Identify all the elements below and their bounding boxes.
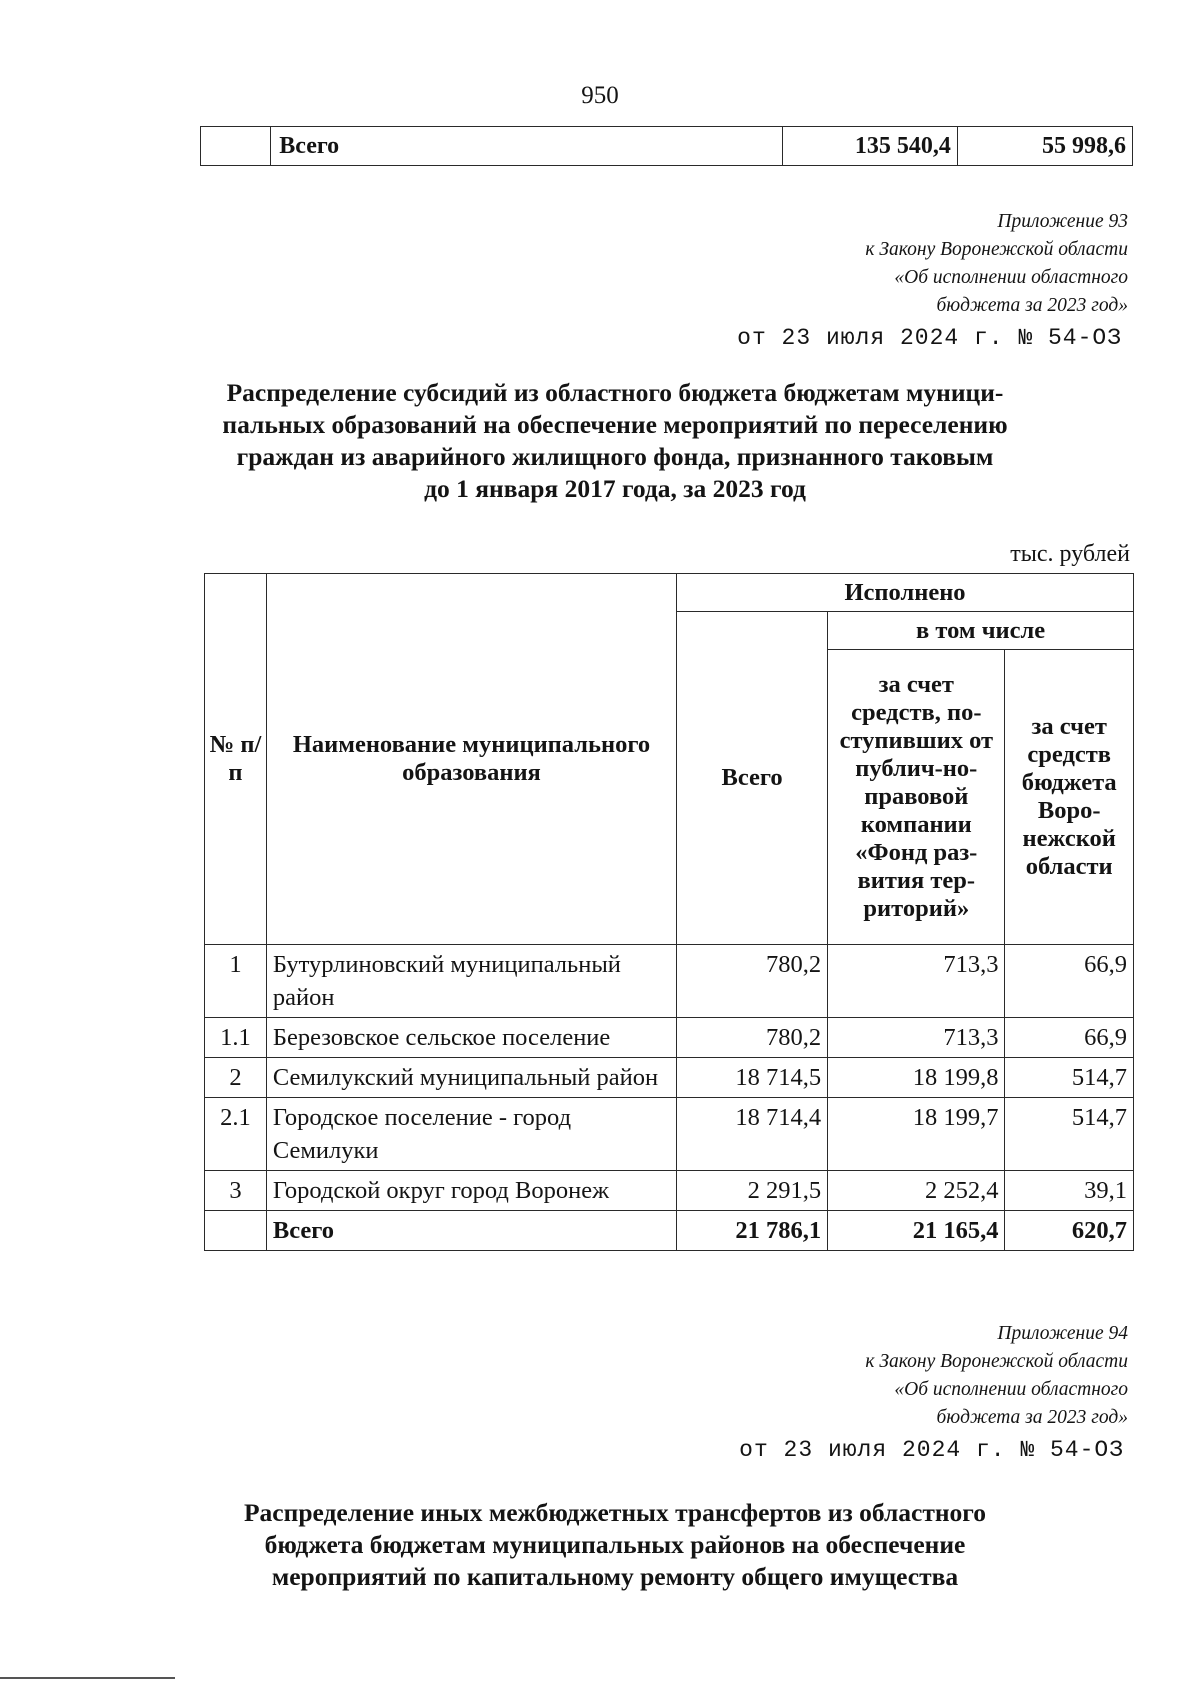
row-budget: 66,9 xyxy=(1005,945,1134,1018)
row-fund: 713,3 xyxy=(828,945,1005,1018)
row-num: 3 xyxy=(205,1171,267,1211)
subsidies-table xyxy=(204,573,1134,1251)
appendix-law-line: «Об исполнении областного xyxy=(894,1379,1128,1400)
appendix-law-line: к Закону Воронежской области xyxy=(865,239,1128,260)
unit-label: тыс. рублей xyxy=(1010,541,1130,567)
table-93-title xyxy=(150,377,1080,505)
row-num: 1 xyxy=(205,945,267,1018)
row-fund: 18 199,8 xyxy=(828,1058,1005,1098)
total-total: 21 786,1 xyxy=(677,1211,828,1251)
total-budget: 620,7 xyxy=(1005,1211,1134,1251)
row-name: Березовское сельское поселение xyxy=(266,1018,676,1058)
appendix-title: Приложение 94 xyxy=(997,1323,1128,1344)
table-row xyxy=(205,945,1134,1018)
title-line: до 1 января 2017 года, за 2023 год xyxy=(424,474,806,503)
row-total: 2 291,5 xyxy=(677,1171,828,1211)
row-num: 2 xyxy=(205,1058,267,1098)
appendix-law-line: к Закону Воронежской области xyxy=(865,1351,1128,1372)
previous-table-total-row xyxy=(200,126,1133,166)
total-fund: 21 165,4 xyxy=(828,1211,1005,1251)
row-name: Бутурлиновский муниципальный район xyxy=(266,945,676,1018)
row-total: 18 714,4 xyxy=(677,1098,828,1171)
header-total: Всего xyxy=(677,612,828,945)
row-num: 2.1 xyxy=(205,1098,267,1171)
header-num: № п/п xyxy=(205,574,267,945)
header-including: в том числе xyxy=(828,612,1134,650)
header-name: Наименование муниципального образования xyxy=(266,574,676,945)
header-executed: Исполнено xyxy=(677,574,1134,612)
table-row xyxy=(205,1058,1134,1098)
title-line: пальных образований на обеспечение мероприятий по переселению xyxy=(222,410,1008,439)
empty-cell xyxy=(201,127,271,166)
total-row xyxy=(205,1211,1134,1251)
table-row xyxy=(205,1018,1134,1058)
appendix-law-line: бюджета за 2023 год» xyxy=(936,1407,1128,1428)
appendix-94-header xyxy=(528,1320,1128,1468)
row-fund: 2 252,4 xyxy=(828,1171,1005,1211)
table-94-title xyxy=(150,1497,1080,1593)
title-line: граждан из аварийного жилищного фонда, признанного таковым xyxy=(236,442,994,471)
page-number: 950 xyxy=(581,82,619,109)
row-name: Семилукский муниципальный район xyxy=(266,1058,676,1098)
total-value-1: 135 540,4 xyxy=(782,127,957,166)
total-value-2: 55 998,6 xyxy=(957,127,1132,166)
header-budget: за счет средств бюджета Воро-нежской области xyxy=(1005,650,1134,945)
appendix-law-line: «Об исполнении областного xyxy=(894,267,1128,288)
row-budget: 66,9 xyxy=(1005,1018,1134,1058)
total-num-cell xyxy=(205,1211,267,1251)
footnote-divider xyxy=(0,1677,175,1679)
table-row xyxy=(205,1098,1134,1171)
row-num: 1.1 xyxy=(205,1018,267,1058)
title-line: бюджета бюджетам муниципальных районов на обеспечение xyxy=(264,1530,966,1559)
row-fund: 18 199,7 xyxy=(828,1098,1005,1171)
row-total: 780,2 xyxy=(677,945,828,1018)
row-budget: 39,1 xyxy=(1005,1171,1134,1211)
row-total: 18 714,5 xyxy=(677,1058,828,1098)
appendix-date: от 23 июля 2024 г. № 54-ОЗ xyxy=(737,325,1122,351)
appendix-93-header xyxy=(528,208,1128,356)
row-total: 780,2 xyxy=(677,1018,828,1058)
title-line: Распределение иных межбюджетных трансфертов из областного xyxy=(243,1498,986,1527)
row-name: Городской округ город Воронеж xyxy=(266,1171,676,1211)
row-budget: 514,7 xyxy=(1005,1098,1134,1171)
total-label: Всего xyxy=(266,1211,676,1251)
row-budget: 514,7 xyxy=(1005,1058,1134,1098)
appendix-date: от 23 июля 2024 г. № 54-ОЗ xyxy=(739,1437,1124,1463)
total-label: Всего xyxy=(271,127,782,166)
row-name: Городское поселение - город Семилуки xyxy=(266,1098,676,1171)
header-fund: за счет средств, по-ступивших от публич-но-правовой компании «Фонд раз-вития тер-риторий» xyxy=(828,650,1005,945)
appendix-law-line: бюджета за 2023 год» xyxy=(936,295,1128,316)
appendix-title: Приложение 93 xyxy=(997,211,1128,232)
table-row xyxy=(205,1171,1134,1211)
row-fund: 713,3 xyxy=(828,1018,1005,1058)
title-line: Распределение субсидий из областного бюджета бюджетам муници- xyxy=(226,378,1004,407)
title-line: мероприятий по капитальному ремонту общего имущества xyxy=(271,1562,959,1591)
